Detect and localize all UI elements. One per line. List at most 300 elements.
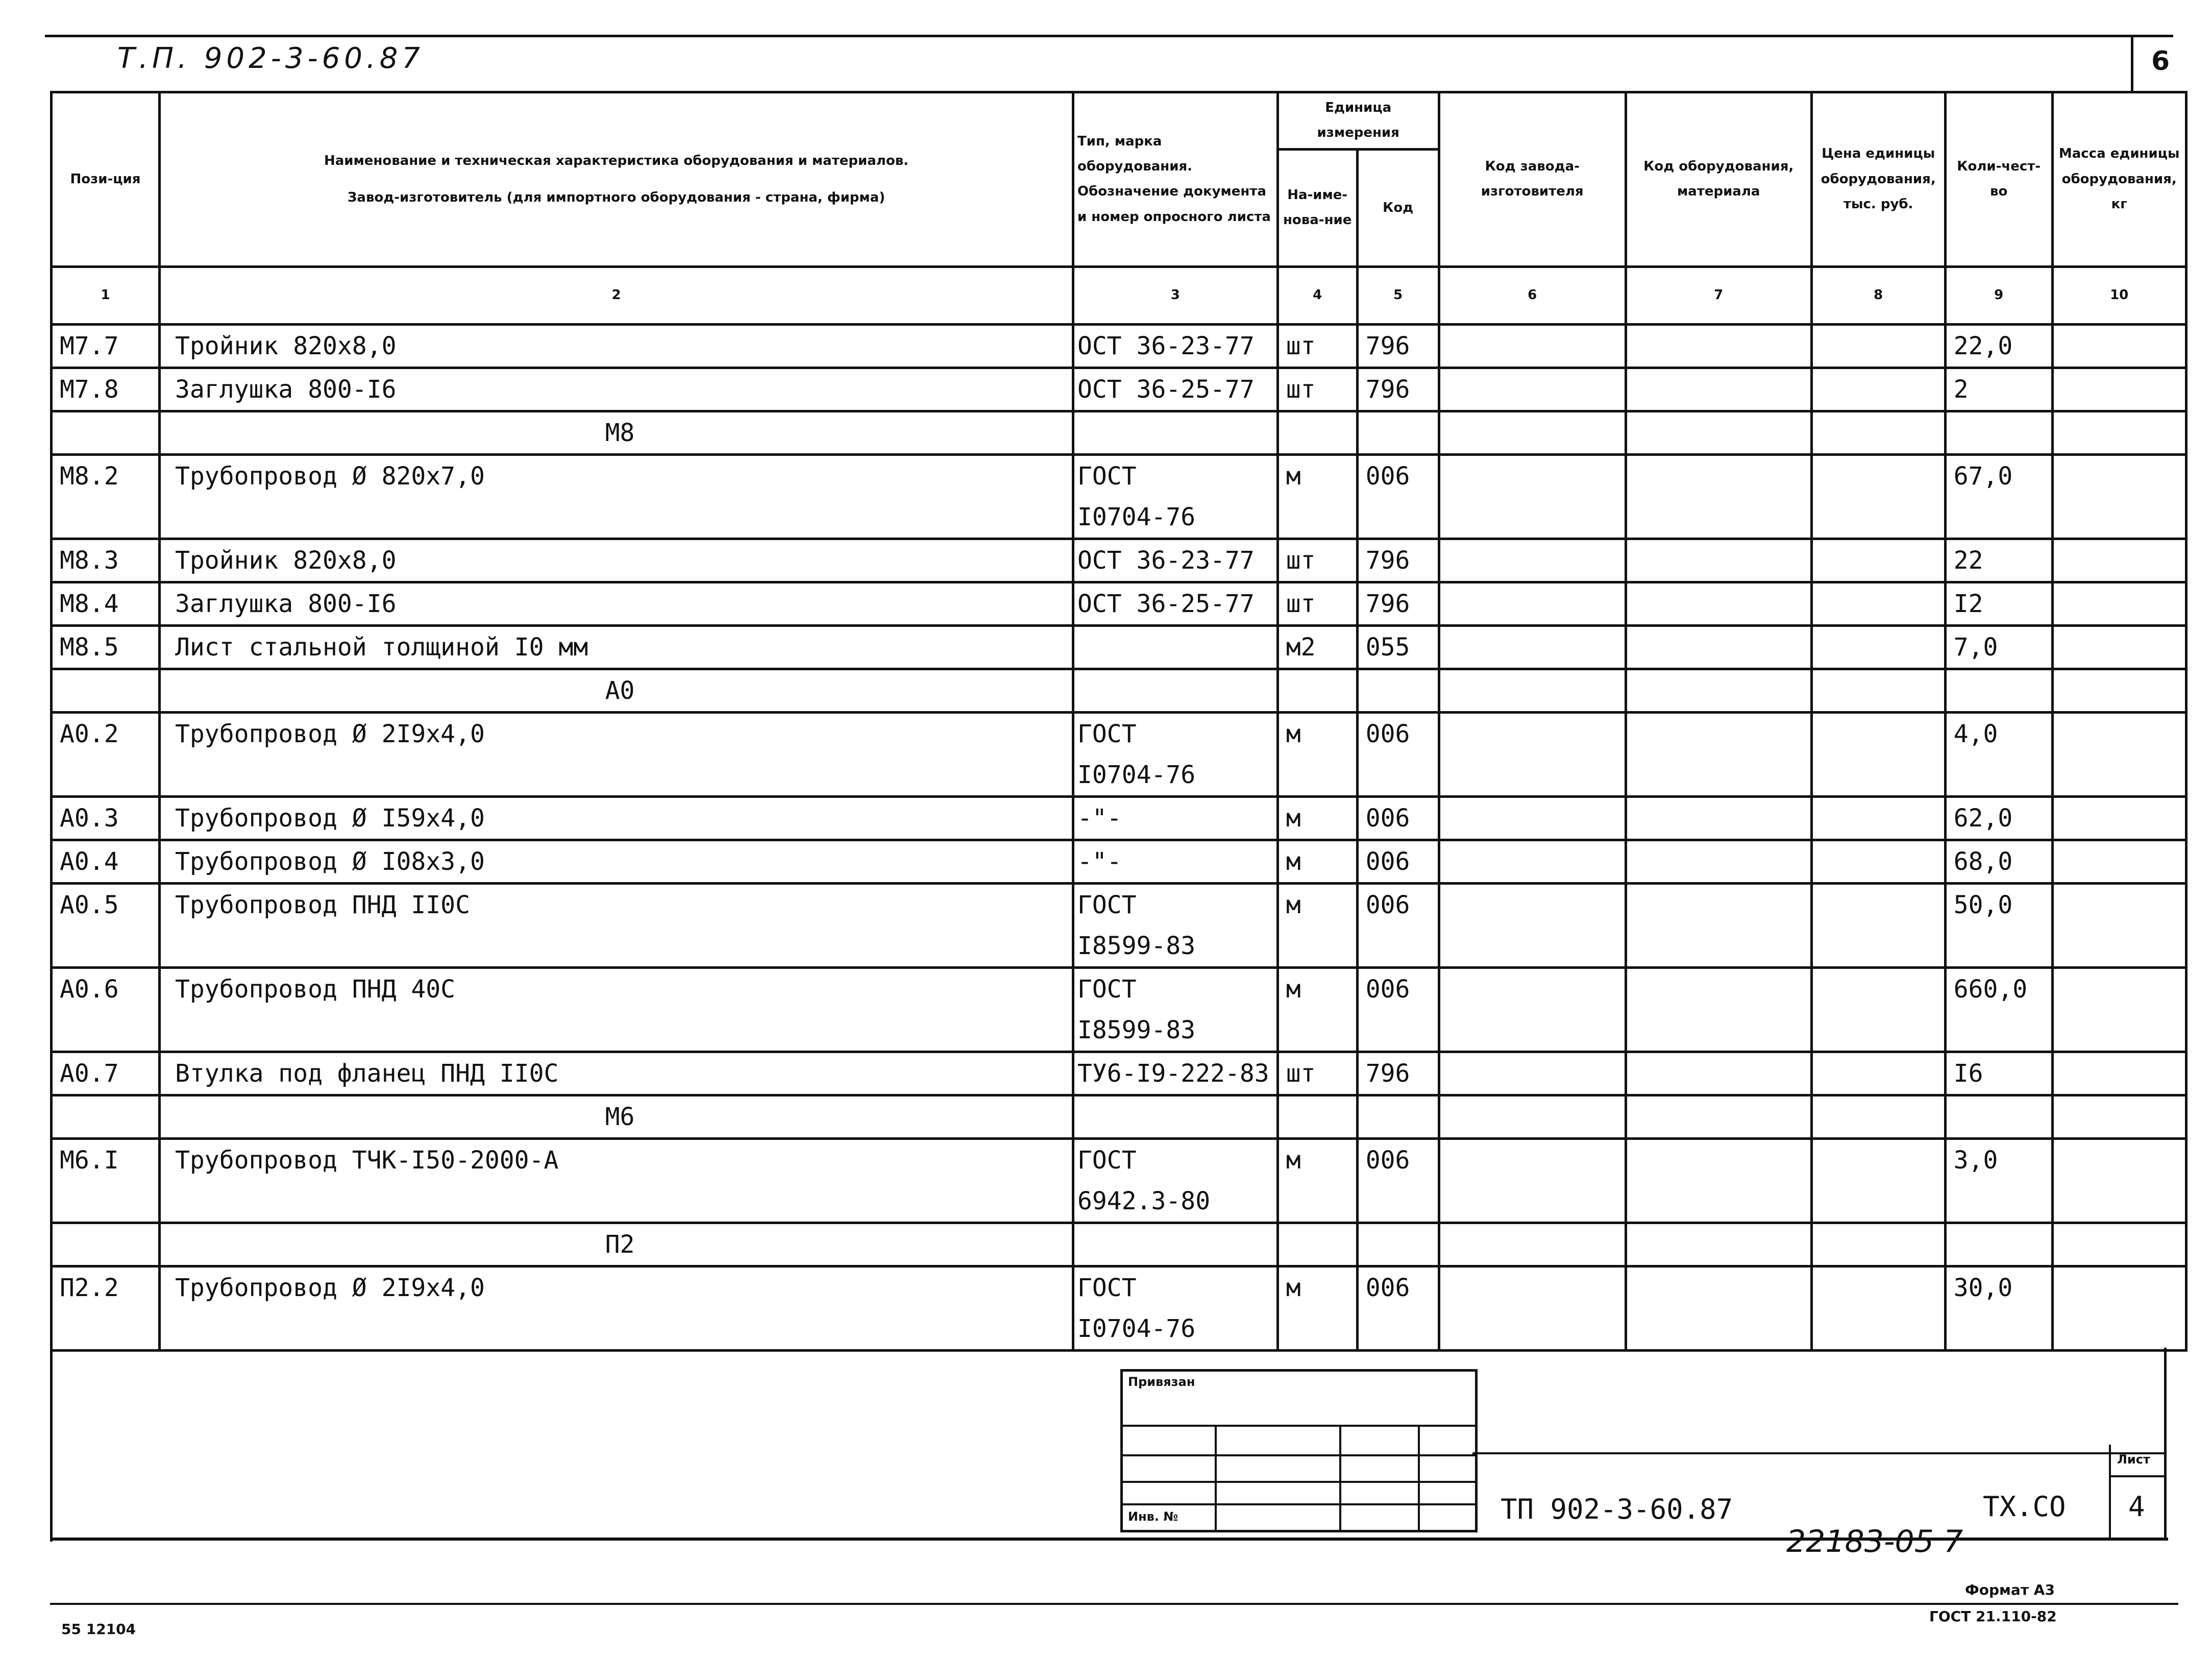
row-equipment-code	[1626, 712, 1811, 754]
row-unit	[1277, 1223, 1357, 1266]
column-number: 9	[1945, 266, 2052, 324]
row-plant-code	[1439, 796, 1626, 840]
row-doc: I0704-76	[1073, 754, 1278, 797]
row-quantity: 68,0	[1945, 840, 2052, 883]
row-plant-code	[1439, 967, 1626, 1010]
col-header-unit-name: На-име-нова-ние	[1277, 149, 1357, 266]
row-doc: ГОСТ	[1073, 454, 1278, 497]
row-unit	[1277, 754, 1357, 797]
row-unit: м2	[1277, 625, 1357, 669]
row-name	[160, 1010, 1073, 1052]
row-doc: ГОСТ	[1073, 967, 1278, 1010]
bound-label: Привязан	[1128, 1375, 1195, 1389]
row-equipment-code	[1626, 1266, 1811, 1308]
row-name: Трубопровод Ø I08x3,0	[160, 840, 1073, 883]
row-name: Заглушка 800-I6	[160, 582, 1073, 625]
row-unit-code: 006	[1357, 840, 1439, 883]
row-quantity	[1945, 669, 2052, 712]
row-name: Трубопровод Ø 2I9x4,0	[160, 1266, 1073, 1308]
table-row	[52, 539, 2186, 582]
row-quantity	[1945, 1010, 2052, 1052]
column-number: 6	[1439, 266, 1626, 324]
stamp-divider	[1418, 1427, 1420, 1530]
col-header-price: Цена единицы оборудования, тыс. руб.	[1811, 92, 1945, 267]
row-unit-code: 796	[1357, 324, 1439, 368]
row-name: Втулка под фланец ПНД II0С	[160, 1052, 1073, 1095]
row-plant-code	[1439, 368, 1626, 411]
row-unit: м	[1277, 1138, 1357, 1181]
row-plant-code	[1439, 1138, 1626, 1181]
row-price	[1811, 883, 1945, 925]
row-equipment-code	[1626, 1181, 1811, 1223]
row-mass	[2052, 1308, 2186, 1351]
table-row	[52, 1010, 2186, 1052]
title-block-top-rule	[1472, 1452, 2167, 1454]
row-doc	[1073, 625, 1278, 669]
row-doc: ОСТ 36-23-77	[1073, 324, 1278, 368]
row-name	[160, 1181, 1073, 1223]
row-mass	[2052, 625, 2186, 669]
row-unit: м	[1277, 454, 1357, 497]
row-mass	[2052, 1052, 2186, 1095]
row-position: А0.4	[52, 840, 160, 883]
row-mass	[2052, 1095, 2186, 1138]
row-unit-code	[1357, 754, 1439, 797]
row-quantity: 3,0	[1945, 1138, 2052, 1181]
row-unit-code: 006	[1357, 1138, 1439, 1181]
row-price	[1811, 411, 1945, 454]
row-equipment-code	[1626, 1308, 1811, 1351]
row-plant-code	[1439, 411, 1626, 454]
row-position	[52, 1095, 160, 1138]
group-heading: А0	[160, 669, 1073, 712]
row-name	[160, 754, 1073, 797]
row-unit	[1277, 1095, 1357, 1138]
row-quantity	[1945, 1308, 2052, 1351]
row-quantity: 30,0	[1945, 1266, 2052, 1308]
row-position	[52, 497, 160, 539]
group-heading: М8	[160, 411, 1073, 454]
row-equipment-code	[1626, 1010, 1811, 1052]
gost-standard: ГОСТ 21.110-82	[1929, 1608, 2057, 1625]
specification-table	[50, 91, 2188, 1352]
row-mass	[2052, 1138, 2186, 1181]
row-plant-code	[1439, 324, 1626, 368]
frame-right-edge	[2164, 1348, 2167, 1541]
col-header-name-line1: Наименование и техническая характеристика оборудования и материалов.	[324, 153, 909, 168]
table-row	[52, 454, 2186, 497]
row-equipment-code	[1626, 411, 1811, 454]
row-unit: м	[1277, 712, 1357, 754]
row-name: Заглушка 800-I6	[160, 368, 1073, 411]
row-name: Трубопровод Ø 2I9x4,0	[160, 712, 1073, 754]
row-name: Тройник 820x8,0	[160, 324, 1073, 368]
row-mass	[2052, 411, 2186, 454]
column-number: 8	[1811, 266, 1945, 324]
column-number: 10	[2052, 266, 2186, 324]
table-row	[52, 324, 2186, 368]
col-header-equipment-code: Код оборудования, материала	[1626, 92, 1811, 267]
row-unit-code: 796	[1357, 539, 1439, 582]
row-unit: м	[1277, 796, 1357, 840]
row-name: Трубопровод ТЧК-I50-2000-А	[160, 1138, 1073, 1181]
sheet-number-divider	[2131, 35, 2133, 93]
row-quantity	[1945, 754, 2052, 797]
table-row	[52, 967, 2186, 1010]
print-code: 55 12104	[61, 1621, 136, 1638]
group-heading: М6	[160, 1095, 1073, 1138]
row-position: М8.3	[52, 539, 160, 582]
table-row	[52, 1223, 2186, 1266]
sheet-number: 6	[2151, 46, 2170, 77]
row-doc: I8599-83	[1073, 1010, 1278, 1052]
column-number: 7	[1626, 266, 1811, 324]
row-quantity	[1945, 1095, 2052, 1138]
row-mass	[2052, 796, 2186, 840]
row-unit-code	[1357, 1010, 1439, 1052]
row-unit: шт	[1277, 324, 1357, 368]
row-quantity: 67,0	[1945, 454, 2052, 497]
row-unit-code: 006	[1357, 1266, 1439, 1308]
row-position	[52, 754, 160, 797]
row-quantity: 22	[1945, 539, 2052, 582]
row-name	[160, 497, 1073, 539]
col-header-mass: Масса единицы оборудования, кг	[2052, 92, 2186, 267]
row-equipment-code	[1626, 539, 1811, 582]
row-mass	[2052, 669, 2186, 712]
column-number: 1	[52, 266, 160, 324]
row-position: М8.2	[52, 454, 160, 497]
row-mass	[2052, 454, 2186, 497]
row-unit	[1277, 669, 1357, 712]
row-equipment-code	[1626, 754, 1811, 797]
row-unit-code: 006	[1357, 967, 1439, 1010]
row-price	[1811, 967, 1945, 1010]
row-position: М6.I	[52, 1138, 160, 1181]
row-mass	[2052, 754, 2186, 797]
row-equipment-code	[1626, 840, 1811, 883]
row-equipment-code	[1626, 582, 1811, 625]
row-mass	[2052, 582, 2186, 625]
row-position: А0.7	[52, 1052, 160, 1095]
row-price	[1811, 1010, 1945, 1052]
column-number: 2	[160, 266, 1073, 324]
inventory-number-label: Инв. №	[1128, 1509, 1178, 1524]
row-unit-code	[1357, 1181, 1439, 1223]
table-row	[52, 497, 2186, 539]
row-mass	[2052, 1010, 2186, 1052]
group-heading: П2	[160, 1223, 1073, 1266]
row-position: А0.2	[52, 712, 160, 754]
row-unit	[1277, 1181, 1357, 1223]
footer-rule	[50, 1603, 2178, 1605]
handwritten-archive-number: 22183-05 7	[1786, 1524, 1963, 1559]
row-unit: шт	[1277, 1052, 1357, 1095]
row-price	[1811, 712, 1945, 754]
row-unit	[1277, 497, 1357, 539]
row-doc: ГОСТ	[1073, 883, 1278, 925]
row-name: Трубопровод Ø 820x7,0	[160, 454, 1073, 497]
row-doc: I8599-83	[1073, 925, 1278, 968]
row-equipment-code	[1626, 1223, 1811, 1266]
row-unit-code: 796	[1357, 582, 1439, 625]
row-doc: ГОСТ	[1073, 1138, 1278, 1181]
row-doc: -"-	[1073, 796, 1278, 840]
row-unit: шт	[1277, 539, 1357, 582]
row-unit-code: 796	[1357, 368, 1439, 411]
approval-stamp	[1120, 1369, 1478, 1532]
row-position	[52, 1223, 160, 1266]
row-mass	[2052, 967, 2186, 1010]
col-header-name-line2: Завод-изготовитель (для импортного оборудования - страна, фирма)	[347, 190, 886, 206]
row-doc	[1073, 1095, 1278, 1138]
row-price	[1811, 539, 1945, 582]
row-position	[52, 1010, 160, 1052]
row-price	[1811, 497, 1945, 539]
stamp-rule	[1123, 1425, 1475, 1427]
row-mass	[2052, 883, 2186, 925]
row-position: А0.6	[52, 967, 160, 1010]
stamp-divider	[1339, 1427, 1341, 1530]
row-unit: м	[1277, 967, 1357, 1010]
row-quantity: 50,0	[1945, 883, 2052, 925]
row-plant-code	[1439, 582, 1626, 625]
stamp-divider	[1215, 1427, 1217, 1530]
table-row	[52, 1181, 2186, 1223]
row-plant-code	[1439, 625, 1626, 669]
row-name: Трубопровод Ø I59x4,0	[160, 796, 1073, 840]
row-doc	[1073, 669, 1278, 712]
col-header-unit-group: Единица измерения	[1277, 92, 1439, 150]
row-quantity	[1945, 1181, 2052, 1223]
row-price	[1811, 796, 1945, 840]
row-doc: -"-	[1073, 840, 1278, 883]
table-row	[52, 840, 2186, 883]
row-equipment-code	[1626, 1095, 1811, 1138]
stamp-rule	[1123, 1454, 1475, 1456]
row-quantity: I2	[1945, 582, 2052, 625]
row-mass	[2052, 712, 2186, 754]
row-plant-code	[1439, 454, 1626, 497]
col-header-position: Пози-ция	[52, 92, 160, 267]
row-price	[1811, 1095, 1945, 1138]
row-equipment-code	[1626, 925, 1811, 968]
row-doc: I0704-76	[1073, 1308, 1278, 1351]
row-name	[160, 925, 1073, 968]
row-plant-code	[1439, 1223, 1626, 1266]
row-quantity	[1945, 411, 2052, 454]
row-unit-code	[1357, 1223, 1439, 1266]
col-header-quantity: Коли-чест-во	[1945, 92, 2052, 267]
row-plant-code	[1439, 883, 1626, 925]
row-unit-code: 796	[1357, 1052, 1439, 1095]
row-quantity: 7,0	[1945, 625, 2052, 669]
column-number-row	[52, 266, 2186, 324]
column-number: 5	[1357, 266, 1439, 324]
row-name	[160, 1308, 1073, 1351]
row-doc	[1073, 411, 1278, 454]
row-position: П2.2	[52, 1266, 160, 1308]
title-block-mark: ТХ.СО	[1983, 1491, 2066, 1523]
row-price	[1811, 324, 1945, 368]
stamp-rule	[1123, 1481, 1475, 1483]
row-mass	[2052, 324, 2186, 368]
paper-format: Формат А3	[1965, 1581, 2055, 1598]
row-equipment-code	[1626, 967, 1811, 1010]
table-row	[52, 582, 2186, 625]
col-header-plant-code: Код завода-изготовителя	[1439, 92, 1626, 267]
row-unit-code	[1357, 497, 1439, 539]
row-position	[52, 669, 160, 712]
row-unit-code: 006	[1357, 712, 1439, 754]
table-row	[52, 1308, 2186, 1351]
row-position: М7.7	[52, 324, 160, 368]
row-doc: ТУ6-I9-222-83	[1073, 1052, 1278, 1095]
row-unit-code: 006	[1357, 883, 1439, 925]
row-equipment-code	[1626, 669, 1811, 712]
row-name: Тройник 820x8,0	[160, 539, 1073, 582]
row-price	[1811, 669, 1945, 712]
table-row	[52, 883, 2186, 925]
title-block-doc-code: ТП 902-3-60.87	[1501, 1493, 1733, 1525]
row-plant-code	[1439, 1308, 1626, 1351]
table-row	[52, 669, 2186, 712]
row-unit: шт	[1277, 368, 1357, 411]
table-row	[52, 925, 2186, 968]
row-position: М8.4	[52, 582, 160, 625]
row-position: А0.5	[52, 883, 160, 925]
row-unit: шт	[1277, 582, 1357, 625]
row-plant-code	[1439, 754, 1626, 797]
row-doc: ГОСТ	[1073, 1266, 1278, 1308]
row-position: М8.5	[52, 625, 160, 669]
row-unit: м	[1277, 840, 1357, 883]
row-quantity: 660,0	[1945, 967, 2052, 1010]
row-name: Лист стальной толщиной I0 мм	[160, 625, 1073, 669]
row-plant-code	[1439, 1266, 1626, 1308]
row-position: А0.3	[52, 796, 160, 840]
row-price	[1811, 1138, 1945, 1181]
row-doc: ОСТ 36-23-77	[1073, 539, 1278, 582]
row-plant-code	[1439, 1095, 1626, 1138]
row-quantity	[1945, 925, 2052, 968]
row-doc: ОСТ 36-25-77	[1073, 582, 1278, 625]
row-doc: ГОСТ	[1073, 712, 1278, 754]
table-row	[52, 411, 2186, 454]
document-code-header: Т.П. 902-3-60.87	[117, 42, 424, 75]
row-unit	[1277, 925, 1357, 968]
row-plant-code	[1439, 840, 1626, 883]
table-row	[52, 1138, 2186, 1181]
row-plant-code	[1439, 539, 1626, 582]
row-quantity	[1945, 1223, 2052, 1266]
row-mass	[2052, 840, 2186, 883]
col-header-type: Тип, марка оборудования. Обозначение документа и номер опросного листа	[1073, 92, 1278, 267]
top-rule	[45, 35, 2173, 37]
frame-left-edge	[50, 1348, 53, 1542]
row-name: Трубопровод ПНД 40С	[160, 967, 1073, 1010]
row-equipment-code	[1626, 497, 1811, 539]
table-row	[52, 368, 2186, 411]
row-plant-code	[1439, 1010, 1626, 1052]
row-unit-code	[1357, 1308, 1439, 1351]
row-unit-code: 055	[1357, 625, 1439, 669]
col-header-name	[160, 92, 1073, 267]
row-equipment-code	[1626, 796, 1811, 840]
stamp-rule	[1123, 1503, 1475, 1505]
row-unit-code	[1357, 411, 1439, 454]
row-quantity: 22,0	[1945, 324, 2052, 368]
row-mass	[2052, 1266, 2186, 1308]
table-row	[52, 625, 2186, 669]
row-mass	[2052, 925, 2186, 968]
row-price	[1811, 454, 1945, 497]
row-plant-code	[1439, 497, 1626, 539]
row-quantity: 2	[1945, 368, 2052, 411]
row-position	[52, 1181, 160, 1223]
row-plant-code	[1439, 1052, 1626, 1095]
row-price	[1811, 1052, 1945, 1095]
row-unit-code	[1357, 1095, 1439, 1138]
table-row	[52, 1266, 2186, 1308]
row-price	[1811, 1181, 1945, 1223]
row-plant-code	[1439, 712, 1626, 754]
row-price	[1811, 754, 1945, 797]
row-mass	[2052, 497, 2186, 539]
row-quantity	[1945, 497, 2052, 539]
row-plant-code	[1439, 925, 1626, 968]
column-number: 4	[1277, 266, 1357, 324]
row-doc: ОСТ 36-25-77	[1073, 368, 1278, 411]
row-equipment-code	[1626, 625, 1811, 669]
row-unit-code: 006	[1357, 796, 1439, 840]
table-row	[52, 1095, 2186, 1138]
row-plant-code	[1439, 1181, 1626, 1223]
row-quantity: 62,0	[1945, 796, 2052, 840]
row-name: Трубопровод ПНД II0С	[160, 883, 1073, 925]
row-position	[52, 1308, 160, 1351]
row-unit	[1277, 411, 1357, 454]
row-unit: м	[1277, 1266, 1357, 1308]
row-equipment-code	[1626, 368, 1811, 411]
row-quantity: 4,0	[1945, 712, 2052, 754]
row-position	[52, 925, 160, 968]
table-row	[52, 712, 2186, 754]
row-mass	[2052, 539, 2186, 582]
row-unit-code	[1357, 925, 1439, 968]
sheet-label: Лист	[2117, 1452, 2150, 1467]
row-price	[1811, 625, 1945, 669]
row-mass	[2052, 368, 2186, 411]
row-position	[52, 411, 160, 454]
row-plant-code	[1439, 669, 1626, 712]
table-row	[52, 1052, 2186, 1095]
row-price	[1811, 1266, 1945, 1308]
row-price	[1811, 1223, 1945, 1266]
col-header-unit-code: Код	[1357, 149, 1439, 266]
row-mass	[2052, 1181, 2186, 1223]
row-equipment-code	[1626, 1052, 1811, 1095]
row-unit: м	[1277, 883, 1357, 925]
row-price	[1811, 1308, 1945, 1351]
row-position: М7.8	[52, 368, 160, 411]
row-equipment-code	[1626, 454, 1811, 497]
row-equipment-code	[1626, 883, 1811, 925]
row-unit	[1277, 1010, 1357, 1052]
row-unit	[1277, 1308, 1357, 1351]
row-unit-code: 006	[1357, 454, 1439, 497]
row-doc: 6942.3-80	[1073, 1181, 1278, 1223]
